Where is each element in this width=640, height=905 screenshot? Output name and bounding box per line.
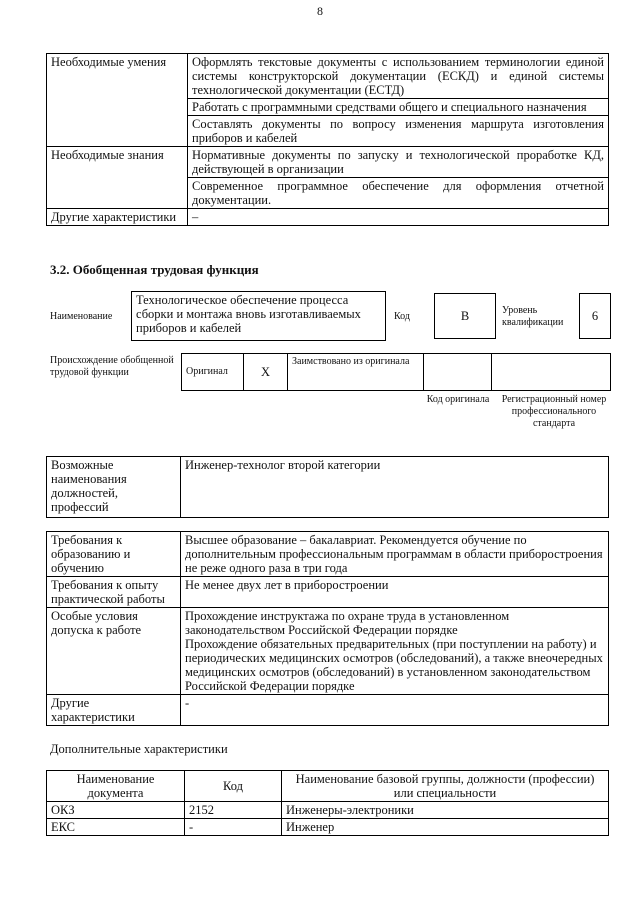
level-box [579,293,611,339]
table-cell: Составлять документы по вопросу изменения маршрута изготовления приборов и кабелей [188,116,609,147]
table-cell: Инженер-технолог второй категории [181,457,609,518]
header-cell: Наименование базовой группы, должности (профессии) или специальности [282,771,609,802]
section-title: 3.2. Обобщенная трудовая функция [50,262,259,277]
table-cell: ЕКС [47,819,185,836]
original-code-cell [424,354,492,391]
table-row [47,457,609,518]
table-row [182,354,611,391]
table-row [47,802,609,819]
condition-item: Прохождение обязательных предварительных (при поступлении на работу) и периодических медицинских осмотров (обследований), а также внеочередных медицинских осмотров (обследований) в установленном законодательством Российской Федерации порядке [185,637,603,693]
function-name-box [131,291,386,341]
row-label: Другие характеристики [47,209,188,226]
table-row [47,532,609,577]
additional-title: Дополнительные характеристики [50,742,228,756]
function-name: Технологическое обеспечение процесса сборки и монтажа вновь изготавливаемых приборов и кабелей [136,293,361,335]
table-cell: – [188,209,609,226]
row-label: Необходимые умения [47,54,188,147]
table-row [47,209,609,226]
table-cell: Нормативные документы по запуску и технологической проработке КД, действующей в организации [188,147,609,178]
table-row [47,577,609,608]
row-label: Требования к опыту практической работы [47,577,181,608]
table-header-row [47,771,609,802]
table-row [47,608,609,695]
table-cell: Инженер [282,819,609,836]
table-cell: Работать с программными средствами общего и специального назначения [188,99,609,116]
table-cell: Инженеры-электроники [282,802,609,819]
table-row [47,54,609,99]
table-cell [181,608,609,695]
code-value: В [460,308,470,323]
row-label: Требования к образованию и обучению [47,532,181,577]
table-row [47,147,609,178]
original-label: Оригинал [182,354,244,391]
condition-item: Прохождение инструктажа по охране труда в установленном законодательством Российской Федерации порядке [185,609,510,637]
name-label: Наименование [50,311,113,322]
table-cell: Не менее двух лет в приборостроении [181,577,609,608]
requirements-table [46,531,609,726]
page-number: 8 [317,4,323,18]
header-cell: Наименование документа [47,771,185,802]
origin-label: Происхождение обобщенной трудовой функции [50,355,174,378]
table-row [47,819,609,836]
header-cell: Код [185,771,282,802]
borrowed-label: Заимствовано из оригинала [288,354,424,391]
table-cell: Оформлять текстовые документы с использованием терминологии единой системы конструкторской документации (ЕСКД) и единой системы технологической документации (ЕСТД) [188,54,609,99]
positions-table [46,456,609,518]
table-cell: - [185,819,282,836]
additional-table [46,770,609,836]
row-label: Возможные наименования должностей, профессий [47,457,181,518]
table-cell: Высшее образование – бакалавриат. Рекомендуется обучение по дополнительным профессиональным программам в области приборостроения не реже одного раза в три года [181,532,609,577]
table-cell: Современное программное обеспечение для оформления отчетной документации. [188,178,609,209]
table-cell: 2152 [185,802,282,819]
skills-table [46,53,609,226]
reg-number-cell [492,354,611,391]
row-label: Необходимые знания [47,147,188,209]
code-label: Код [394,311,410,322]
code-caption: Код оригинала [426,394,490,405]
code-box [434,293,496,339]
table-cell: - [181,695,609,726]
origin-table [181,353,611,391]
level-label: Уровень квалификации [502,305,564,328]
original-mark: Х [244,354,288,391]
level-value: 6 [591,308,599,323]
table-cell: ОКЗ [47,802,185,819]
row-label: Другие характеристики [47,695,181,726]
table-row [47,695,609,726]
row-label: Особые условия допуска к работе [47,608,181,695]
reg-caption: Регистрационный номер профессионального стандарта [501,394,607,429]
